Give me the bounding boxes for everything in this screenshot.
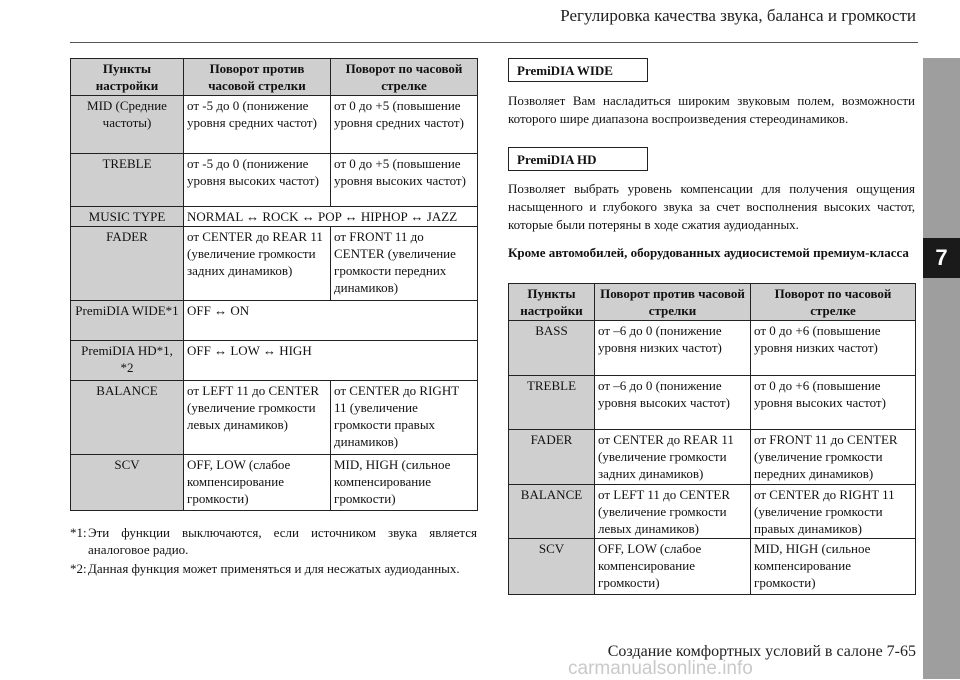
- footnote-text: Данная функция может применяться и для несжатых аудиоданных.: [88, 561, 460, 576]
- column-header: Поворот по часовой стрелке: [331, 59, 478, 96]
- ccw-value: OFF, LOW (слабое компенсирование громкости): [595, 539, 751, 595]
- ccw-value: от LEFT 11 до CENTER (увеличение громкости левых динамиков): [184, 381, 331, 455]
- settings-table-premium: [70, 58, 478, 511]
- setting-name: BALANCE: [509, 485, 595, 539]
- cw-value: от 0 до +5 (повышение уровня средних частот): [331, 96, 478, 154]
- cw-value: от 0 до +6 (повышение уровня низких частот): [751, 321, 916, 376]
- table-row: [71, 455, 478, 511]
- footnote-text: Эти функции выключаются, если источником звука является аналоговое радио.: [88, 525, 477, 557]
- ccw-value: от LEFT 11 до CENTER (увеличение громкости левых динамиков): [595, 485, 751, 539]
- table-header-row: [71, 59, 478, 96]
- chapter-side-tab: [923, 58, 960, 679]
- cw-value: от 0 до +5 (повышение уровня высоких частот): [331, 154, 478, 207]
- header-divider: [70, 42, 918, 43]
- section-text-premidia-hd: Позволяет выбрать уровень компенсации для получения ощущения насыщенного и глубокого звука за счет восполнения высоких частот, которые были потеряны в ходе сжатия аудиоданных.: [508, 181, 915, 232]
- chapter-number-badge: 7: [923, 238, 960, 278]
- setting-name: MUSIC TYPE: [71, 207, 184, 227]
- table-row: [509, 539, 916, 595]
- span-value: OFF ↔ ON: [184, 301, 478, 341]
- settings-table-standard: [508, 283, 916, 595]
- setting-name: MID (Средние частоты): [71, 96, 184, 154]
- setting-name: FADER: [71, 227, 184, 301]
- table-row: [71, 301, 478, 341]
- column-header: Пункты настройки: [509, 284, 595, 321]
- table-row: [509, 321, 916, 376]
- subheading-nonpremium: Кроме автомобилей, оборудованных аудиосистемой премиум-класса: [508, 245, 909, 260]
- setting-name: TREBLE: [509, 376, 595, 430]
- table-row: [71, 227, 478, 301]
- setting-name: FADER: [509, 430, 595, 485]
- table-row: [71, 341, 478, 381]
- table-row: [71, 381, 478, 455]
- footnote: [70, 560, 477, 577]
- ccw-value: от –6 до 0 (понижение уровня низких частот): [595, 321, 751, 376]
- footnote-mark: *2:: [70, 561, 87, 576]
- footnote-mark: *1:: [70, 525, 87, 540]
- cw-value: от 0 до +6 (повышение уровня высоких частот): [751, 376, 916, 430]
- table-row: [509, 430, 916, 485]
- ccw-value: от CENTER до REAR 11 (увеличение громкости задних динамиков): [595, 430, 751, 485]
- table-header-row: [509, 284, 916, 321]
- footnote: [70, 524, 477, 558]
- ccw-value: от –6 до 0 (понижение уровня высоких частот): [595, 376, 751, 430]
- section-title-premidia-hd: PremiDIA HD: [508, 147, 648, 171]
- table-row: [71, 207, 478, 227]
- table-row: [71, 96, 478, 154]
- table-row: [71, 154, 478, 207]
- column-header: Поворот против часовой стрелки: [184, 59, 331, 96]
- table-row: [509, 376, 916, 430]
- ccw-value: OFF, LOW (слабое компенсирование громкости): [184, 455, 331, 511]
- footnotes: [70, 524, 477, 579]
- page-header-title: Регулировка качества звука, баланса и громкости: [560, 6, 916, 25]
- cw-value: от CENTER до RIGHT 11 (увеличение громкости правых динамиков): [331, 381, 478, 455]
- column-header: Пункты настройки: [71, 59, 184, 96]
- cw-value: MID, HIGH (сильное компенсирование громкости): [331, 455, 478, 511]
- cw-value: от CENTER до RIGHT 11 (увеличение громкости правых динамиков): [751, 485, 916, 539]
- section-text-premidia-wide: Позволяет Вам насладиться широким звуковым полем, возможности которого шире диапазона воспроизведения стереодинамиков.: [508, 93, 915, 126]
- ccw-value: от CENTER до REAR 11 (увеличение громкости задних динамиков): [184, 227, 331, 301]
- ccw-value: от -5 до 0 (понижение уровня высоких частот): [184, 154, 331, 207]
- watermark: carmanualsonline.info: [568, 658, 753, 679]
- cw-value: MID, HIGH (сильное компенсирование громкости): [751, 539, 916, 595]
- span-value: OFF ↔ LOW ↔ HIGH: [184, 341, 478, 381]
- page-footer: Создание комфортных условий в салоне 7-65: [607, 643, 916, 660]
- setting-name: SCV: [509, 539, 595, 595]
- table-row: [509, 485, 916, 539]
- cw-value: от FRONT 11 до CENTER (увеличение громкости передних динамиков): [331, 227, 478, 301]
- cw-value: от FRONT 11 до CENTER (увеличение громкости передних динамиков): [751, 430, 916, 485]
- setting-name: BASS: [509, 321, 595, 376]
- column-header: Поворот против часовой стрелки: [595, 284, 751, 321]
- setting-name: TREBLE: [71, 154, 184, 207]
- ccw-value: от -5 до 0 (понижение уровня средних частот): [184, 96, 331, 154]
- setting-name: PremiDIA HD*1, *2: [71, 341, 184, 381]
- setting-name: SCV: [71, 455, 184, 511]
- setting-name: BALANCE: [71, 381, 184, 455]
- section-title-premidia-wide: PremiDIA WIDE: [508, 58, 648, 82]
- setting-name: PremiDIA WIDE*1: [71, 301, 184, 341]
- column-header: Поворот по часовой стрелке: [751, 284, 916, 321]
- span-value: NORMAL ↔ ROCK ↔ POP ↔ HIPHOP ↔ JAZZ: [184, 207, 478, 227]
